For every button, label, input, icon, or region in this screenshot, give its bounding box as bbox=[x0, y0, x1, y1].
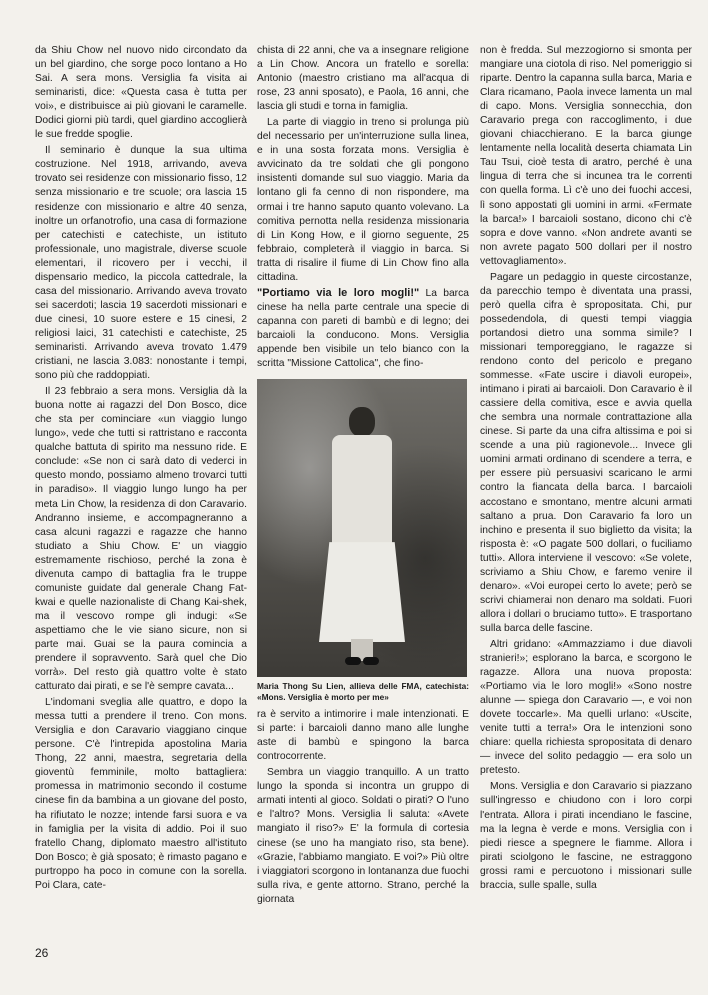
photo-figure bbox=[257, 379, 469, 702]
paragraph: chista di 22 anni, che va a insegnare religione a Lin Chow. Ancora un fratello e sorella: Antonio (maestro cristiano ma all'acqua di rose, 23 anni sposato), e Paola, 16 anni, che lascia gli studi e torna in famiglia. bbox=[257, 45, 469, 113]
text-column-3 bbox=[480, 44, 692, 895]
paragraph: La barca cinese ha nella parte centrale una specie di capanna con pareti di bambù e di legno; dei barcaioli la conducono. Mons. Versiglia appende ben visibile un telo bianco con la scritta "Missione Cattolica", che fino- bbox=[257, 287, 469, 370]
paragraph: ra è servito a intimorire i male intenzionati. E si parte: i barcaioli danno mano alle lunghe aste di bambù e spingono la barca controcorrente. bbox=[257, 709, 469, 763]
paragraph: Il seminario è dunque la sua ultima costruzione. Nel 1918, arrivando, aveva trovato sei residenze con missionario fisso, 12 senza missionario e tre scuole; ora lascia 15 residenze con missionario e altre 40 senza, inoltre un orfanotrofio, una casa di formazione per catechisti e catechiste, un istituto professionale, uno magistrale, diverse scuole elementari, il ricovero per i vecchi, il dispensario medico, la piccola cattedrale, la casa del missionario. Arrivando aveva trovato sei sacerdoti; lascia 19 sacerdoti missionari e due cinesi, 10 suore estere e 15 cinesi, 2 religiosi laici, 31 catechisti e catechiste, 25 seminaristi. Arrivando aveva trovato 1.479 cristiani, ne lascia 3.083: nonostante i tempi, sono più che raddoppiati. bbox=[35, 145, 247, 382]
paragraph: Pagare un pedaggio in queste circostanze, da parecchio tempo è diventata una prassi, però quella cifra è spropositata. Chi, pur possedendola, di questi tempi viaggia portandosi dietro una somma simile? I missionari temporeggiano, le ragazze si rendono conto del pericolo e pregano sommesse. «Fate uscire i diavoli europei», intimano i pirati ai barcaioli. Don Caravario è il cassiere della comitiva, esce e avvia quella che sembra una normale contrattazione alla cinese. Si parte da una cifra altissima e poi si scende a una più ragionevole... Invece gli uomini armati ordinano di scendere a terra, e per essere più persuasivi scaricano le armi contro la fiancata della barca. I barcaioli accostano e smontano, mentre alcuni armati saltano a prua. Don Caravario fa loro un inchino e presenta il suo biglietto da visita; la risposta è: «O pagate 500 dollari, o fuciliamo tutti». Allora interviene il vescovo: «Se volete, scriviamo a Shiu Chow, e faremo venire il denaro». «Voi europei certo lo avete; però se scrivi chiamerai non denaro ma soldati. Fuori allora i dollari o bruciamo tutto». E trasportano sulla barca delle fascine. bbox=[480, 271, 692, 634]
paragraph: Mons. Versiglia e don Caravario si piazzano sull'ingresso e chiudono con i loro corpi l'entrata. Allora i pirati incendiano le fascine, ma la legna è verde e mons. Versiglia con i piedi riesce a spegnere le fiamme. Allora i pirati sciolgono le fascine, ne estraggono grossi rami e percuotono i missionari sulle braccia, sulle spalle, sulla bbox=[480, 781, 692, 891]
paragraph: Sembra un viaggio tranquillo. A un tratto lungo la sponda si incontra un gruppo di armati intenti al gioco. Soldati o pirati? O l'uno e l'altro? Mons. Versiglia li saluta: «Avete mangiato il riso?» E' la formula di cortesia cinese (se uno ha mangiato riso, sta bene). «Grazie, l'abbiamo mangiato. E voi?» Più oltre i viaggiatori scorgono in lontananza due fuochi sulla riva, e gente attorno. Strano, perché la giornata bbox=[257, 767, 469, 905]
paragraph: da Shiu Chow nel nuovo nido circondato da un bel giardino, che sorge poco lontano a Ho Sai. A sera mons. Versiglia fa visita ai seminaristi, dice: «Questa casa è tutta per voi», e distribuisce ai più giovani le caramelle. Dodici giorni più tardi, quel giardino accoglierà le sue fredde spoglie. bbox=[35, 45, 247, 141]
text-column-2 bbox=[257, 44, 469, 909]
standing-woman-figure bbox=[327, 407, 397, 669]
section-heading: "Portiamo via le loro mogli!" bbox=[257, 286, 420, 299]
paragraph: La parte di viaggio in treno si prolunga più del necessario per un'interruzione sulla linea, e in una sosta forzata mons. Versiglia è avvicinato da tre soldati che gli pongono insistenti domande sul suo viaggio. Maria da lontano gli fa cenno di non rispondere, ma ormai i tre hanno saputo quanto volevano. La comitiva pernotta nella residenza missionaria di Lin Kong How, e il giorno seguente, 25 febbraio, completerà il viaggio in barca. Si tratta di risalire il fiume di Lin Chow fino alla cittadina. bbox=[257, 117, 469, 283]
paragraph: L'indomani sveglia alle quattro, e dopo la messa tutti a prendere il treno. Con mons. Versiglia e don Caravario viaggiano cinque persone. C'è l'intrepida apostolina Maria Thong, 22 anni, maestra, segretaria della gioventù femminile, molto battagliera: promessa in matrimonio secondo il costume cinese fin da bambina a un giovane del posto, ha rifiutato le nozze; intende farsi suora e va in famiglia per la visita di addio. Poi il suo fratello Chang, diplomato maestro all'istituto Don Bosco; è già sposato; è rimasto pagano e purtroppo ha poco in comune con la sorella. Poi Clara, cate- bbox=[35, 697, 247, 891]
text-column-1 bbox=[35, 44, 247, 895]
portrait-photo bbox=[257, 379, 467, 677]
paragraph: Altri gridano: «Ammazziamo i due diavoli stranieri!»; esplorano la barca, e scorgono le ragazze. Allora una nuova proposta: «Portiamo via le loro mogli!» «Sono nostre alunne — spiega don Caravario —, e voi non dovete toccarle». Ma quelli urlano: «Uscite, venite tutti a terra!» Ora le intenzioni sono chiare: quella richiesta spropositata di denaro — invece del solito pedaggio — era solo un pretesto. bbox=[480, 638, 692, 777]
page-number: 26 bbox=[35, 946, 49, 960]
paragraph: Il 23 febbraio a sera mons. Versiglia dà la buona notte ai ragazzi del Don Bosco, dice che sta per cominciare «un viaggio lungo lungo», vede che tutti si rattristano e racconta qualche battuta di spirito ma nessuno ride. E conclude: «Se non ci sarà dato di vederci in questo mondo, possiamo almeno trovarci tutti in paradiso». Il viaggio lungo lungo ha per meta Lin Chow, la residenza di don Caravario. Andranno insieme, e accompagneranno a casa alcuni ragazzi e ragazze che hanno studiato a Shiu Chow. E' un viaggio estremamente rischioso, perché la zona è divenuta campo di battaglia fra le truppe comuniste guidate dal generale Chang Fat-kwai e quelle nazionaliste di Chang Kai-shek, ma il vescovo rompe gli indugi: «Se aspettiamo che le vie siano sicure, non si parte mai. Guai se la paura comincia a prendere il sopravvento. Sarà quel che Dio vorrà». Del resto già quattro volte è stato catturato dai pirati, e se l'è sempre cavata... bbox=[35, 386, 247, 693]
paragraph: non è fredda. Sul mezzogiorno si smonta per mangiare una ciotola di riso. Nel pomeriggio si riparte. Dentro la capanna sulla barca, Maria e Clara ricamano, Paola invece lamenta un mal di capo. Mons. Versiglia sonnecchia, don Caravario prega con raccoglimento, i due giovani chiacchierano. E la barca giunge lentamente nella località deserta chiamata Lin Tau Tsui, cioè testa di aratro, perché è una lingua di terra che si incunea tra le correnti con quella forma. Lì c'è uno dei fuochi accesi, lì sono appostati gli uomini in armi. «Fermate la barca!» I barcaioli sostano, dicono chi c'è sopra e dove vanno. «Non andrete avanti se non avrete pagato 500 dollari per il nostro vettovagliamento». bbox=[480, 45, 692, 267]
photo-caption: Maria Thong Su Lien, allieva delle FMA, catechista: «Mons. Versiglia è morto per me» bbox=[257, 681, 469, 702]
